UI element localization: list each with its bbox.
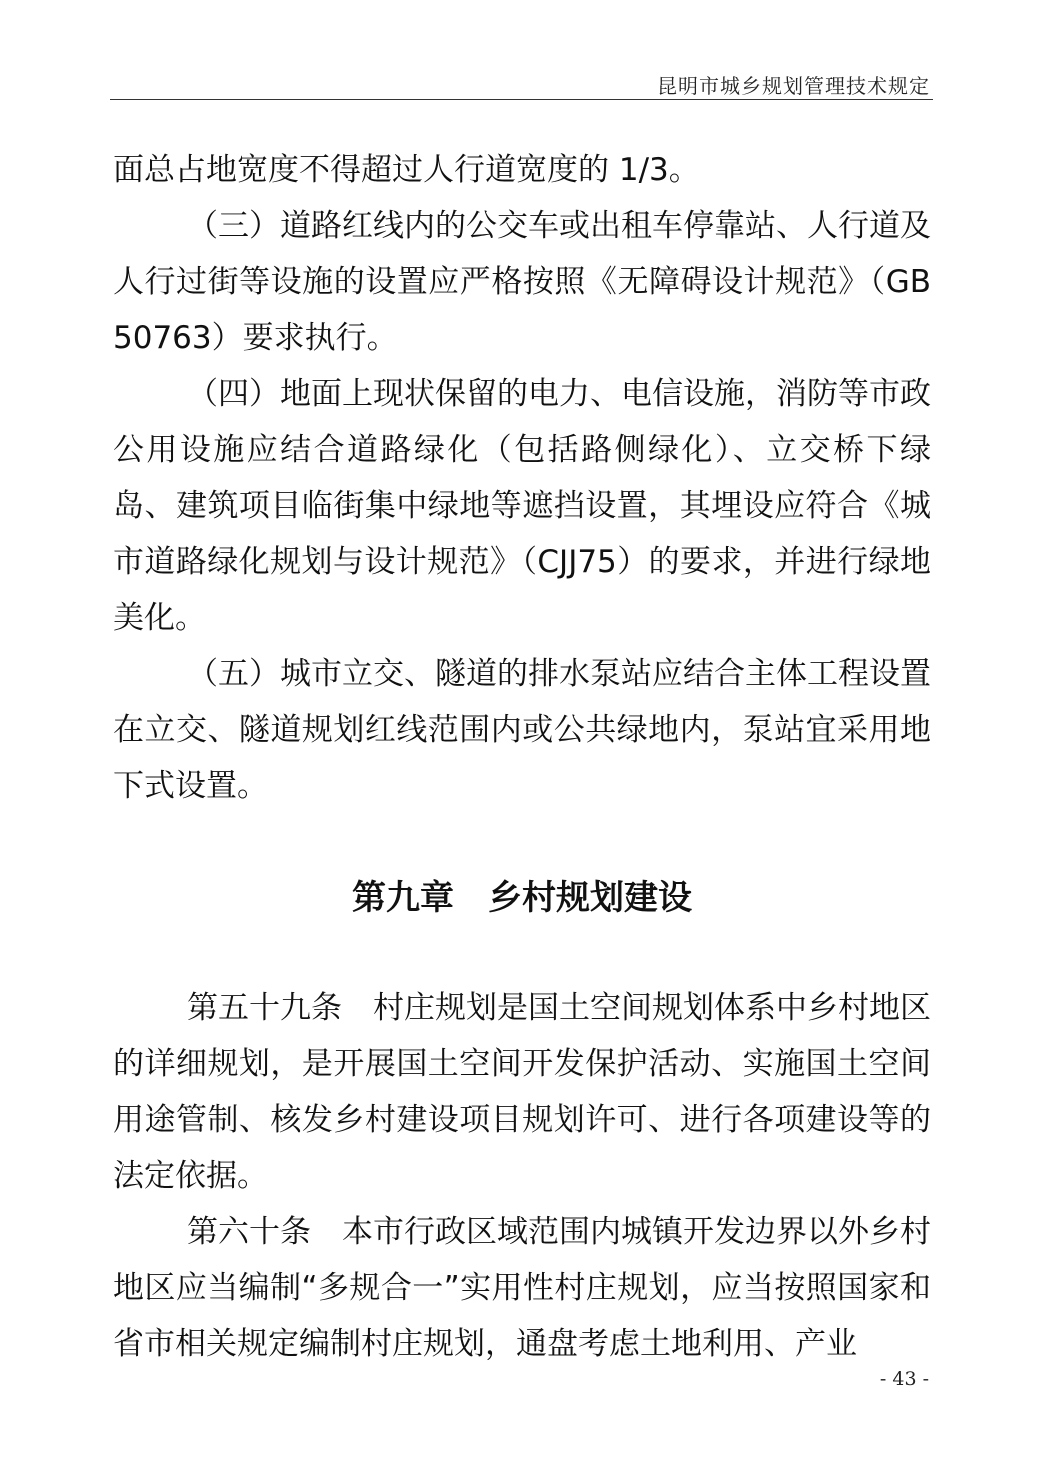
paragraph-item-4: （四）地面上现状保留的电力、电信设施，消防等市政公用设施应结合道路绿化（包括路侧绿化）、立交桥下绿岛、建筑项目临街集中绿地等遮挡设置，其埋设应符合《城市道路绿化规划与设计规范》（CJJ75）的要求，并进行绿地美化。: [113, 376, 931, 636]
article-59-text: 村庄规划是国土空间规划体系中乡村地区的详细规划，是开展国土空间开发保护活动、实施国土空间用途管制、核发乡村建设项目规划许可、进行各项建设等的法定依据。: [113, 990, 931, 1194]
article-60: [113, 1204, 931, 1372]
paragraph-continuation: 面总占地宽度不得超过人行道宽度的 1/3。: [113, 152, 700, 188]
paragraph-item-3: （三）道路红线内的公交车或出租车停靠站、人行道及人行过街等设施的设置应严格按照《无障碍设计规范》（GB50763）要求执行。: [113, 208, 931, 356]
header-divider: [110, 99, 933, 100]
chapter-heading: 第九章 乡村规划建设: [352, 878, 692, 918]
article-60-text: 本市行政区域范围内城镇开发边界以外乡村地区应当编制“多规合一”实用性村庄规划，应当按照国家和省市相关规定编制村庄规划，通盘考虑土地利用、产业: [113, 1214, 931, 1362]
paragraph-item-5: （五）城市立交、隧道的排水泵站应结合主体工程设置在立交、隧道规划红线范围内或公共绿地内，泵站宜采用地下式设置。: [113, 656, 931, 804]
running-header-title: 昆明市城乡规划管理技术规定: [657, 74, 930, 98]
article-59-number: 第五十九条: [187, 990, 373, 1026]
page-number: - 43 -: [879, 1368, 929, 1390]
article-59: [113, 980, 931, 1204]
page-body: [113, 142, 931, 1372]
article-60-number: 第六十条: [187, 1214, 342, 1250]
